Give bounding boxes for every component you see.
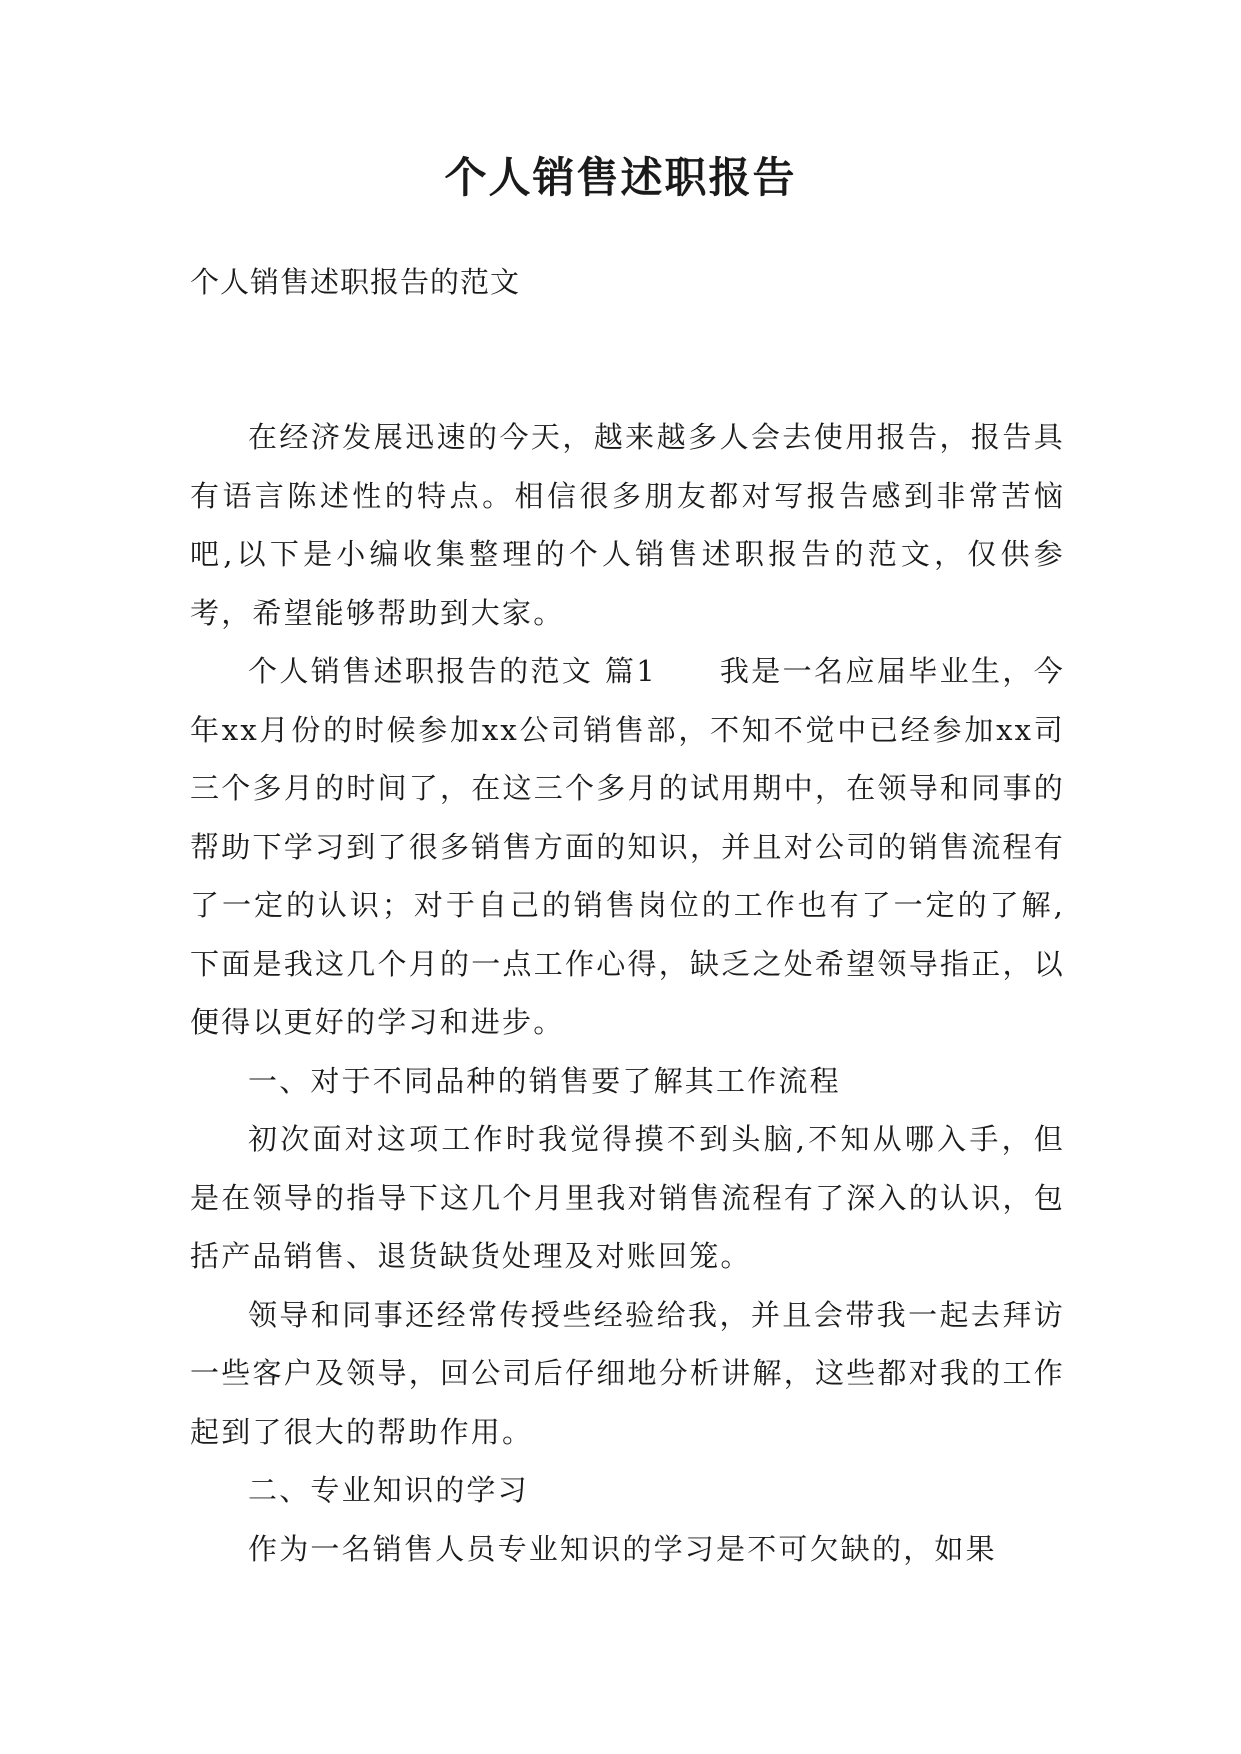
intro-paragraph: 在经济发展迅速的今天，越来越多人会去使用报告，报告具有语言陈述性的特点。相信很多朋友都对写报告感到非常苦恼吧,以下是小编收集整理的个人销售述职报告的范文，仅供参考，希望能够帮助到大家。: [190, 420, 1065, 630]
body-paragraph: 个人销售述职报告的范文 篇1 我是一名应届毕业生，今年xx月份的时候参加xx公司销售部，不知不觉中已经参加xx司三个多月的时间了，在这三个多月的试用期中，在领导和同事的帮助下学习到了很多销售方面的知识，并且对公司的销售流程有了一定的认识；对于自己的销售岗位的工作也有了一定的了解,下面是我这几个月的一点工作心得，缺乏之处希望领导指正，以便得以更好的学习和进步。: [190, 654, 1065, 1039]
section-heading: 二、专业知识的学习: [248, 1473, 529, 1507]
body-paragraph: 初次面对这项工作时我觉得摸不到头脑,不知从哪入手，但是在领导的指导下这几个月里我对销售流程有了深入的认识，包括产品销售、退货缺货处理及对账回笼。: [190, 1122, 1065, 1273]
section-heading: 一、对于不同品种的销售要了解其工作流程: [248, 1063, 841, 1098]
body-paragraph: 作为一名销售人员专业知识的学习是不可欠缺的，如果: [248, 1531, 997, 1566]
document-body: [190, 408, 1065, 1578]
document-title: 个人销售述职报告: [444, 153, 797, 202]
body-paragraph: 领导和同事还经常传授些经验给我，并且会带我一起去拜访一些客户及领导，回公司后仔细地分析讲解，这些都对我的工作起到了很大的帮助作用。: [190, 1297, 1065, 1449]
document-subtitle: 个人销售述职报告的范文: [190, 265, 521, 299]
